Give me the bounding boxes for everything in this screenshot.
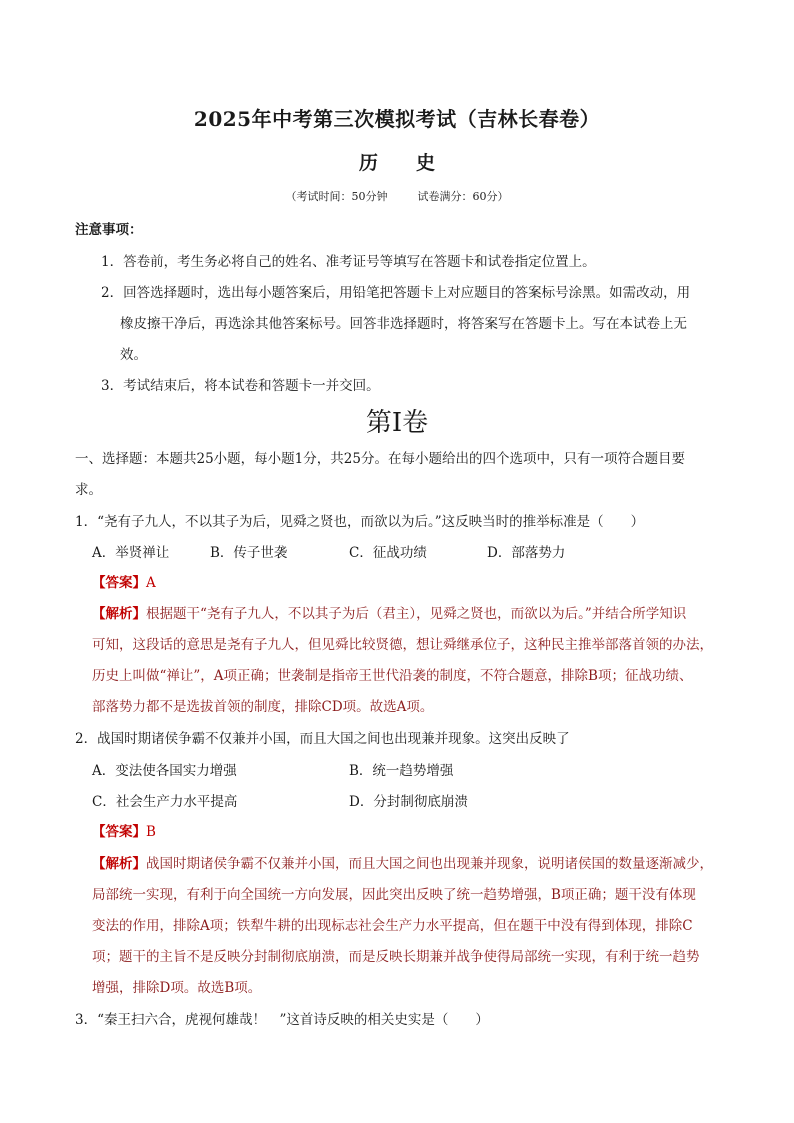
analysis-line: 项；题干的主旨不是反映分封制彻底崩溃，而是反映长期兼并战争使得局部统一实现，有利于统一趋势 [92,949,700,965]
question-3-stem: 3．“秦王扫六合，虎视何雄哉！ ”这首诗反映的相关史实是（ ） [75,1012,489,1028]
answer-value: A [146,575,156,591]
question-1-stem: 1．“尧有子九人，不以其子为后，见舜之贤也，而欲以为后。”这反映当时的推举标准是（ ） [75,514,645,530]
exam-info [0,188,794,204]
analysis-line: 变法的作用，排除A项；铁犁牛耕的出现标志社会生产力水平提高，但在题干中没有得到体现，排除C [92,918,693,934]
subject-char-1: 历 [358,152,378,174]
question-1-option-c: C．征战功绩 [349,545,427,561]
answer-label: 【答案】 [92,575,146,591]
question-1-analysis [92,602,686,622]
analysis-label: 【解析】 [92,606,146,622]
section-intro: 一、选择题：本题共25小题，每小题1分，共25分。在每小题给出的四个选项中，只有一项符合题目要 [75,451,685,467]
question-1-option-b: B．传子世袭 [210,545,288,561]
notice-item-2: 2．回答选择题时，选出每小题答案后，用铅笔把答题卡上对应题目的答案标号涂黑。如需改动，用 [101,285,691,301]
answer-value: B [146,824,156,840]
question-2-analysis [92,852,713,872]
question-2-option-b: B．统一趋势增强 [349,763,454,779]
notice-item-2-cont: 橡皮擦干净后，再选涂其他答案标号。回答非选择题时，将答案写在答题卡上。写在本试卷上无 [120,316,687,332]
exam-time: （考试时间：50分钟 [285,190,388,203]
subject-title [0,148,794,175]
analysis-line: 局部统一实现，有利于向全国统一方向发展，因此突出反映了统一趋势增强，B项正确；题干没有体现 [92,887,696,903]
question-2-option-a: A．变法使各国实力增强 [92,763,237,779]
subject-char-2: 史 [416,152,436,174]
question-2-answer [92,820,156,840]
full-score: 试卷满分：60分） [417,190,509,203]
analysis-label: 【解析】 [92,856,146,872]
question-2-option-c: C．社会生产力水平提高 [92,794,238,810]
section-intro-cont: 求。 [75,482,102,498]
notice-item-2-cont2: 效。 [120,347,147,363]
notice-item-1: 1．答卷前，考生务必将自己的姓名、准考证号等填写在答题卡和试卷指定位置上。 [101,254,596,270]
analysis-line: 历史上叫做“禅让”，A项正确；世袭制是指帝王世代沿袭的制度，不符合题意，排除B项；征战功绩、 [92,668,693,684]
notice-heading: 注意事项： [75,222,143,238]
analysis-line: 可知，这段话的意思是尧有子九人，但见舜比较贤德，想让舜继承位子，这种民主推举部落首领的办法， [92,637,713,653]
analysis-line: 根据题干“尧有子九人，不以其子为后（君主），见舜之贤也，而欲以为后。”并结合所学知识 [146,606,687,622]
analysis-line: 增强，排除D项。故选B项。 [92,980,262,996]
question-1-option-a: A．举贤禅让 [92,545,170,561]
notice-item-3: 3．考试结束后，将本试卷和答题卡一并交回。 [101,378,380,394]
exam-title: 2025年中考第三次模拟考试（吉林长春卷） [193,107,601,131]
answer-label: 【答案】 [92,824,146,840]
question-2-stem: 2．战国时期诸侯争霸不仅兼并小国，而且大国之间也出现兼并现象。这突出反映了 [75,731,570,747]
question-1-answer [92,571,156,591]
question-1-option-d: D．部落势力 [487,545,566,561]
analysis-line: 部落势力都不是选拔首领的制度，排除CD项。故选A项。 [92,699,434,715]
question-2-option-d: D．分封制彻底崩溃 [349,794,468,810]
section-title: 第Ⅰ卷 [365,408,429,438]
analysis-line: 战国时期诸侯争霸不仅兼并小国，而且大国之间也出现兼并现象，说明诸侯国的数量逐渐减少， [146,856,713,872]
